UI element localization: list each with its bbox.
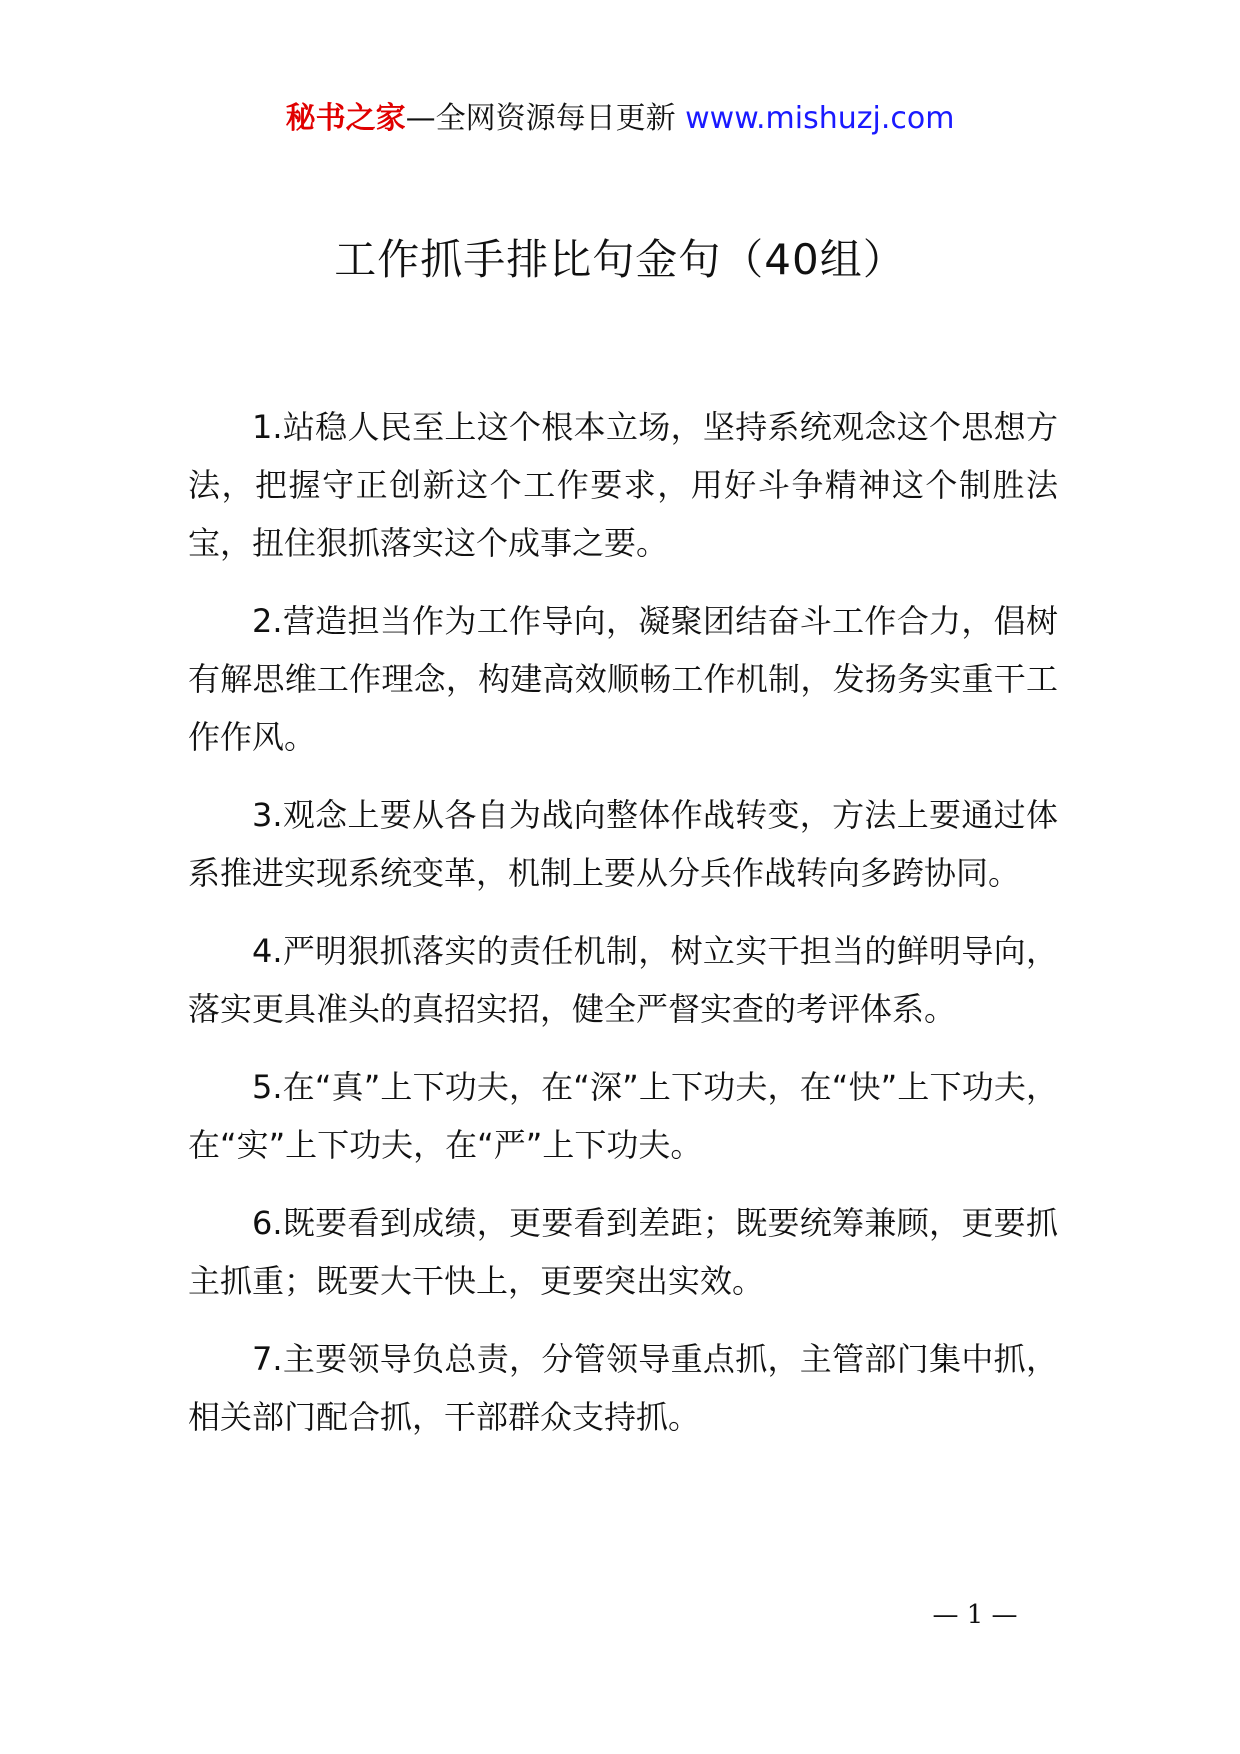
paragraph-6: 6.既要看到成绩，更要看到差距；既要统筹兼顾，更要抓主抓重；既要大干快上，更要突出实效。 [188,1204,1058,1300]
paragraph-3: 3.观念上要从各自为战向整体作战转变，方法上要通过体系推进实现系统变革，机制上要从分兵作战转向多跨协同。 [188,796,1058,892]
site-brand: 秘书之家 [285,101,406,136]
site-tagline: —全网资源每日更新 [405,101,686,136]
paragraph-4: 4.严明狠抓落实的责任机制，树立实干担当的鲜明导向，落实更具准头的真招实招，健全严督实查的考评体系。 [188,932,1058,1028]
paragraph-1: 1.站稳人民至上这个根本立场，坚持系统观念这个思想方法，把握守正创新这个工作要求，用好斗争精神这个制胜法宝，扭住狠抓落实这个成事之要。 [188,408,1058,562]
paragraph-2: 2.营造担当作为工作导向，凝聚团结奋斗工作合力，倡树有解思维工作理念，构建高效顺畅工作机制，发扬务实重干工作作风。 [188,602,1058,756]
paragraph-5: 5.在“真”上下功夫，在“深”上下功夫，在“快”上下功夫，在“实”上下功夫，在“严”上下功夫。 [188,1068,1058,1164]
document-title: 工作抓手排比句金句（40组） [334,235,906,284]
site-header [0,98,1240,140]
paragraph-7: 7.主要领导负总责，分管领导重点抓，主管部门集中抓，相关部门配合抓，干部群众支持抓。 [188,1340,1058,1436]
document-body [188,398,1058,1466]
site-url-link[interactable]: www.mishuzj.com [685,101,955,136]
page-number: — 1 — [932,1600,1018,1630]
